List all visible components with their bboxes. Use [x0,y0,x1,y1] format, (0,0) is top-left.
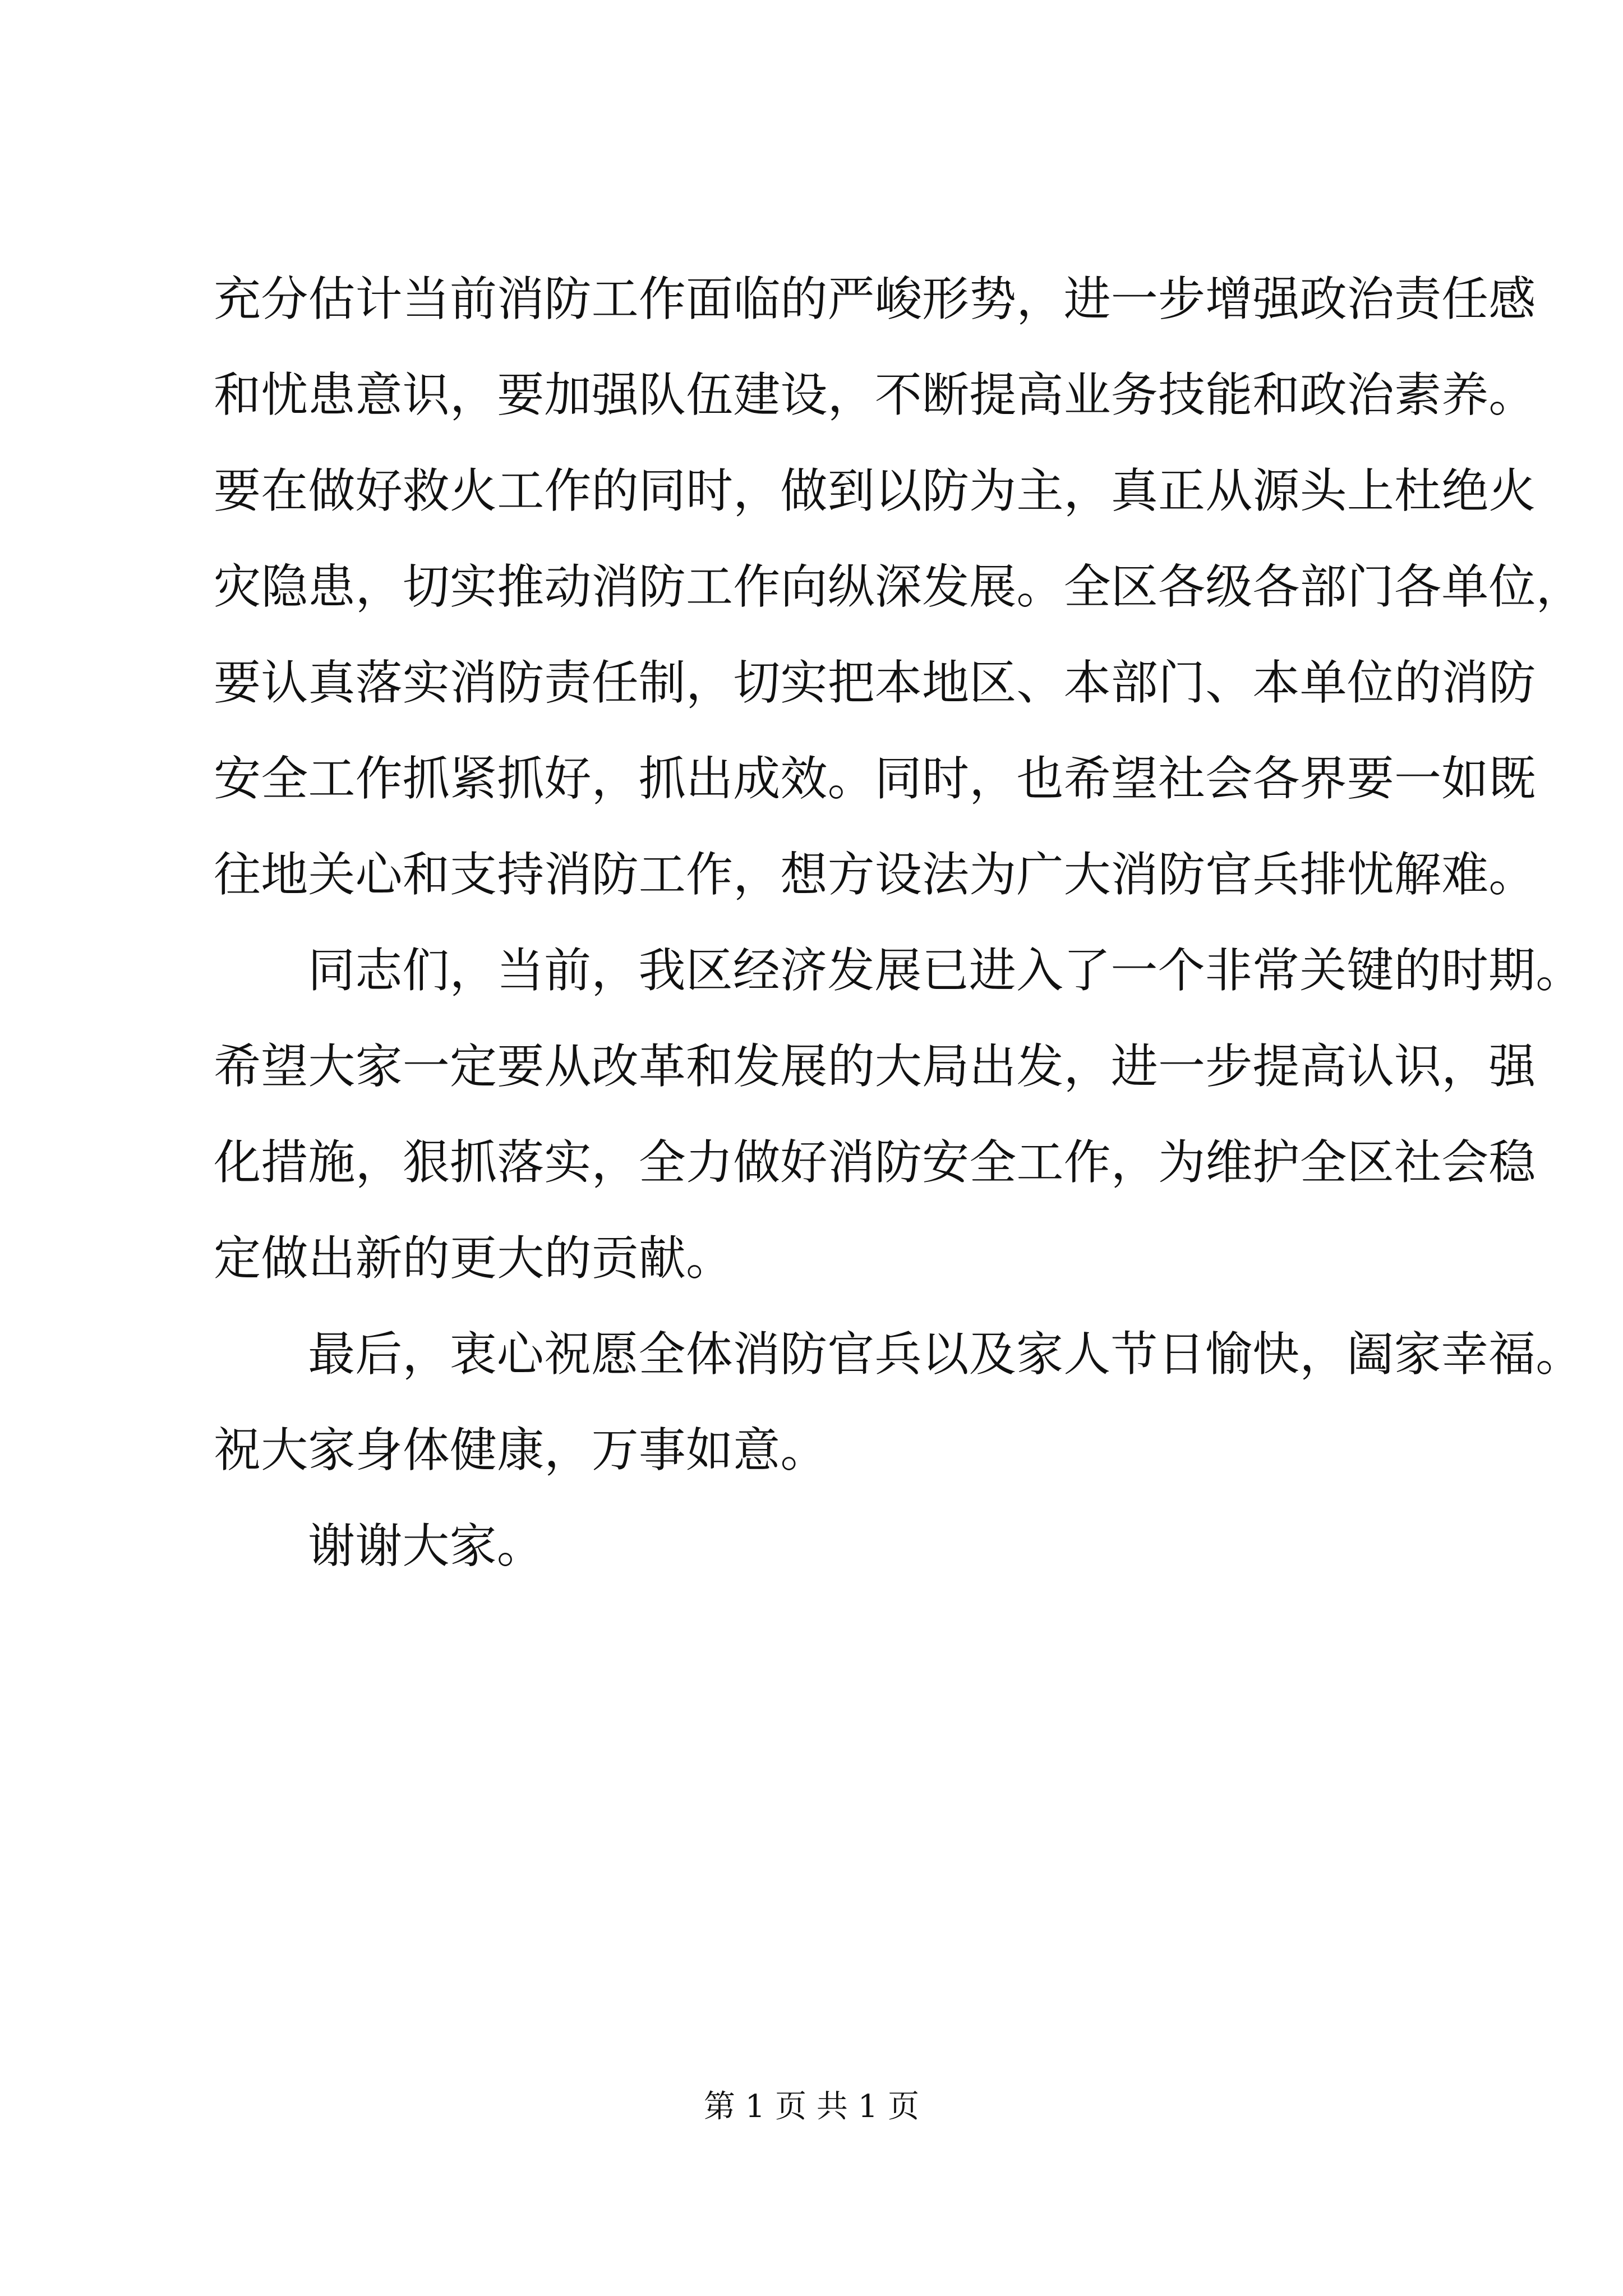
page-footer: 第 1 页 共 1 页 [703,2088,920,2125]
text-line: 充分估计当前消防工作面临的严峻形势，进一步增强政治责任感 [214,272,1536,326]
text-line: 和忧患意识，要加强队伍建设，不断提高业务技能和政治素养。 [214,367,1536,422]
paragraph-start-line: 最后，衷心祝愿全体消防官兵以及家人节日愉快，阖家幸福。 [308,1327,1583,1382]
text-line: 化措施，狠抓落实，全力做好消防安全工作，为维护全区社会稳 [214,1135,1536,1190]
text-line: 要认真落实消防责任制，切实把本地区、本部门、本单位的消防 [214,655,1536,710]
text-line: 祝大家身体健康，万事如意。 [214,1423,828,1478]
paragraph-start-line: 谢谢大家。 [308,1519,545,1573]
text-line: 要在做好救火工作的同时，做到以防为主，真正从源头上杜绝火 [214,463,1536,518]
text-line: 安全工作抓紧抓好，抓出成效。同时，也希望社会各界要一如既 [214,751,1536,806]
text-line: 往地关心和支持消防工作，想方设法为广大消防官兵排忧解难。 [214,847,1536,902]
text-line: 希望大家一定要从改革和发展的大局出发，进一步提高认识，强 [214,1039,1536,1094]
document-body [214,251,1583,1594]
paragraph-start-line: 同志们，当前，我区经济发展已进入了一个非常关键的时期。 [308,943,1583,998]
text-line: 定做出新的更大的贡献。 [214,1231,734,1286]
text-line: 灾隐患，切实推动消防工作向纵深发展。全区各级各部门各单位， [214,559,1583,614]
